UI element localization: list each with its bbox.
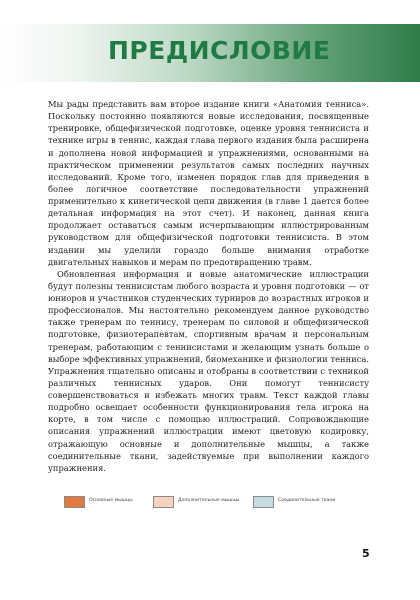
legend-label-connective: Соединительные ткани bbox=[278, 498, 336, 503]
legend-swatch-connective bbox=[253, 496, 274, 508]
preface-body bbox=[48, 98, 369, 474]
paragraph-2: Обновленная информация и новые анатомические иллюстрации будут полезны теннисистам любого возраста и уровня подготовки — от юниоров и участников студенческих турниров до возрастных игроков и профессионалов. Мы настоятельно рекомендуем данное руководство также тренерам по теннису, тренерам по силовой и общефизической подготовке, физиотерапевтам, спортивным врачам и персональным тренерам, работающим с теннисистами и желающим узнать больше о выборе эффективных упражнений, биомеханике и физиологии тенниса. Упражнения тщательно описаны и отобраны в соответствии с техникой различных теннисных ударов. Они помогут теннисисту совершенствоваться и избежать многих травм. Текст каждой главы подробно освещает особенности функционирования тела игрока на корте, в том числе с помощью иллюстраций. Сопровождающие описания упражнений иллюстрации имеют цветовую кодировку, отражающую основные и дополнительные мышцы, а также соединительные ткани, задействуемые при выполнении каждого упражнения. bbox=[48, 268, 369, 473]
page-title: ПРЕДИСЛОВИЕ bbox=[108, 36, 331, 65]
page-number: 5 bbox=[362, 547, 370, 560]
legend-swatch-secondary bbox=[153, 496, 174, 508]
legend-label-secondary: Дополнительные мышцы bbox=[178, 498, 240, 503]
legend-label-primary: Основные мышцы bbox=[89, 498, 133, 503]
color-legend bbox=[64, 496, 364, 510]
legend-swatch-primary bbox=[64, 496, 85, 508]
paragraph-1: Мы рады представить вам второе издание книги «Анатомия тенниса». Поскольку постоянно появляются новые исследования, посвященные тренировке, общефизической подготовке, оценке уровня теннисиста и технике игры в теннис, каждая глава первого издания была расширена и дополнена новой информацией и упражнениями, основанными на практическом применении результатов самых последних научных исследований. Кроме того, изменен порядок глав для приведения в более логичное соответствие последовательности упражнений применительно к кинетической цепи движения (в главе 1 дается более детальная информация на этот счет). И наконец, данная книга продолжает оставаться самым исчерпывающим иллюстрированным руководством для общефизической подготовки теннисиста. В этом издании мы уделили гораздо больше внимания отработке двигательных навыков и мерам по предотвращению травм. bbox=[48, 99, 369, 267]
